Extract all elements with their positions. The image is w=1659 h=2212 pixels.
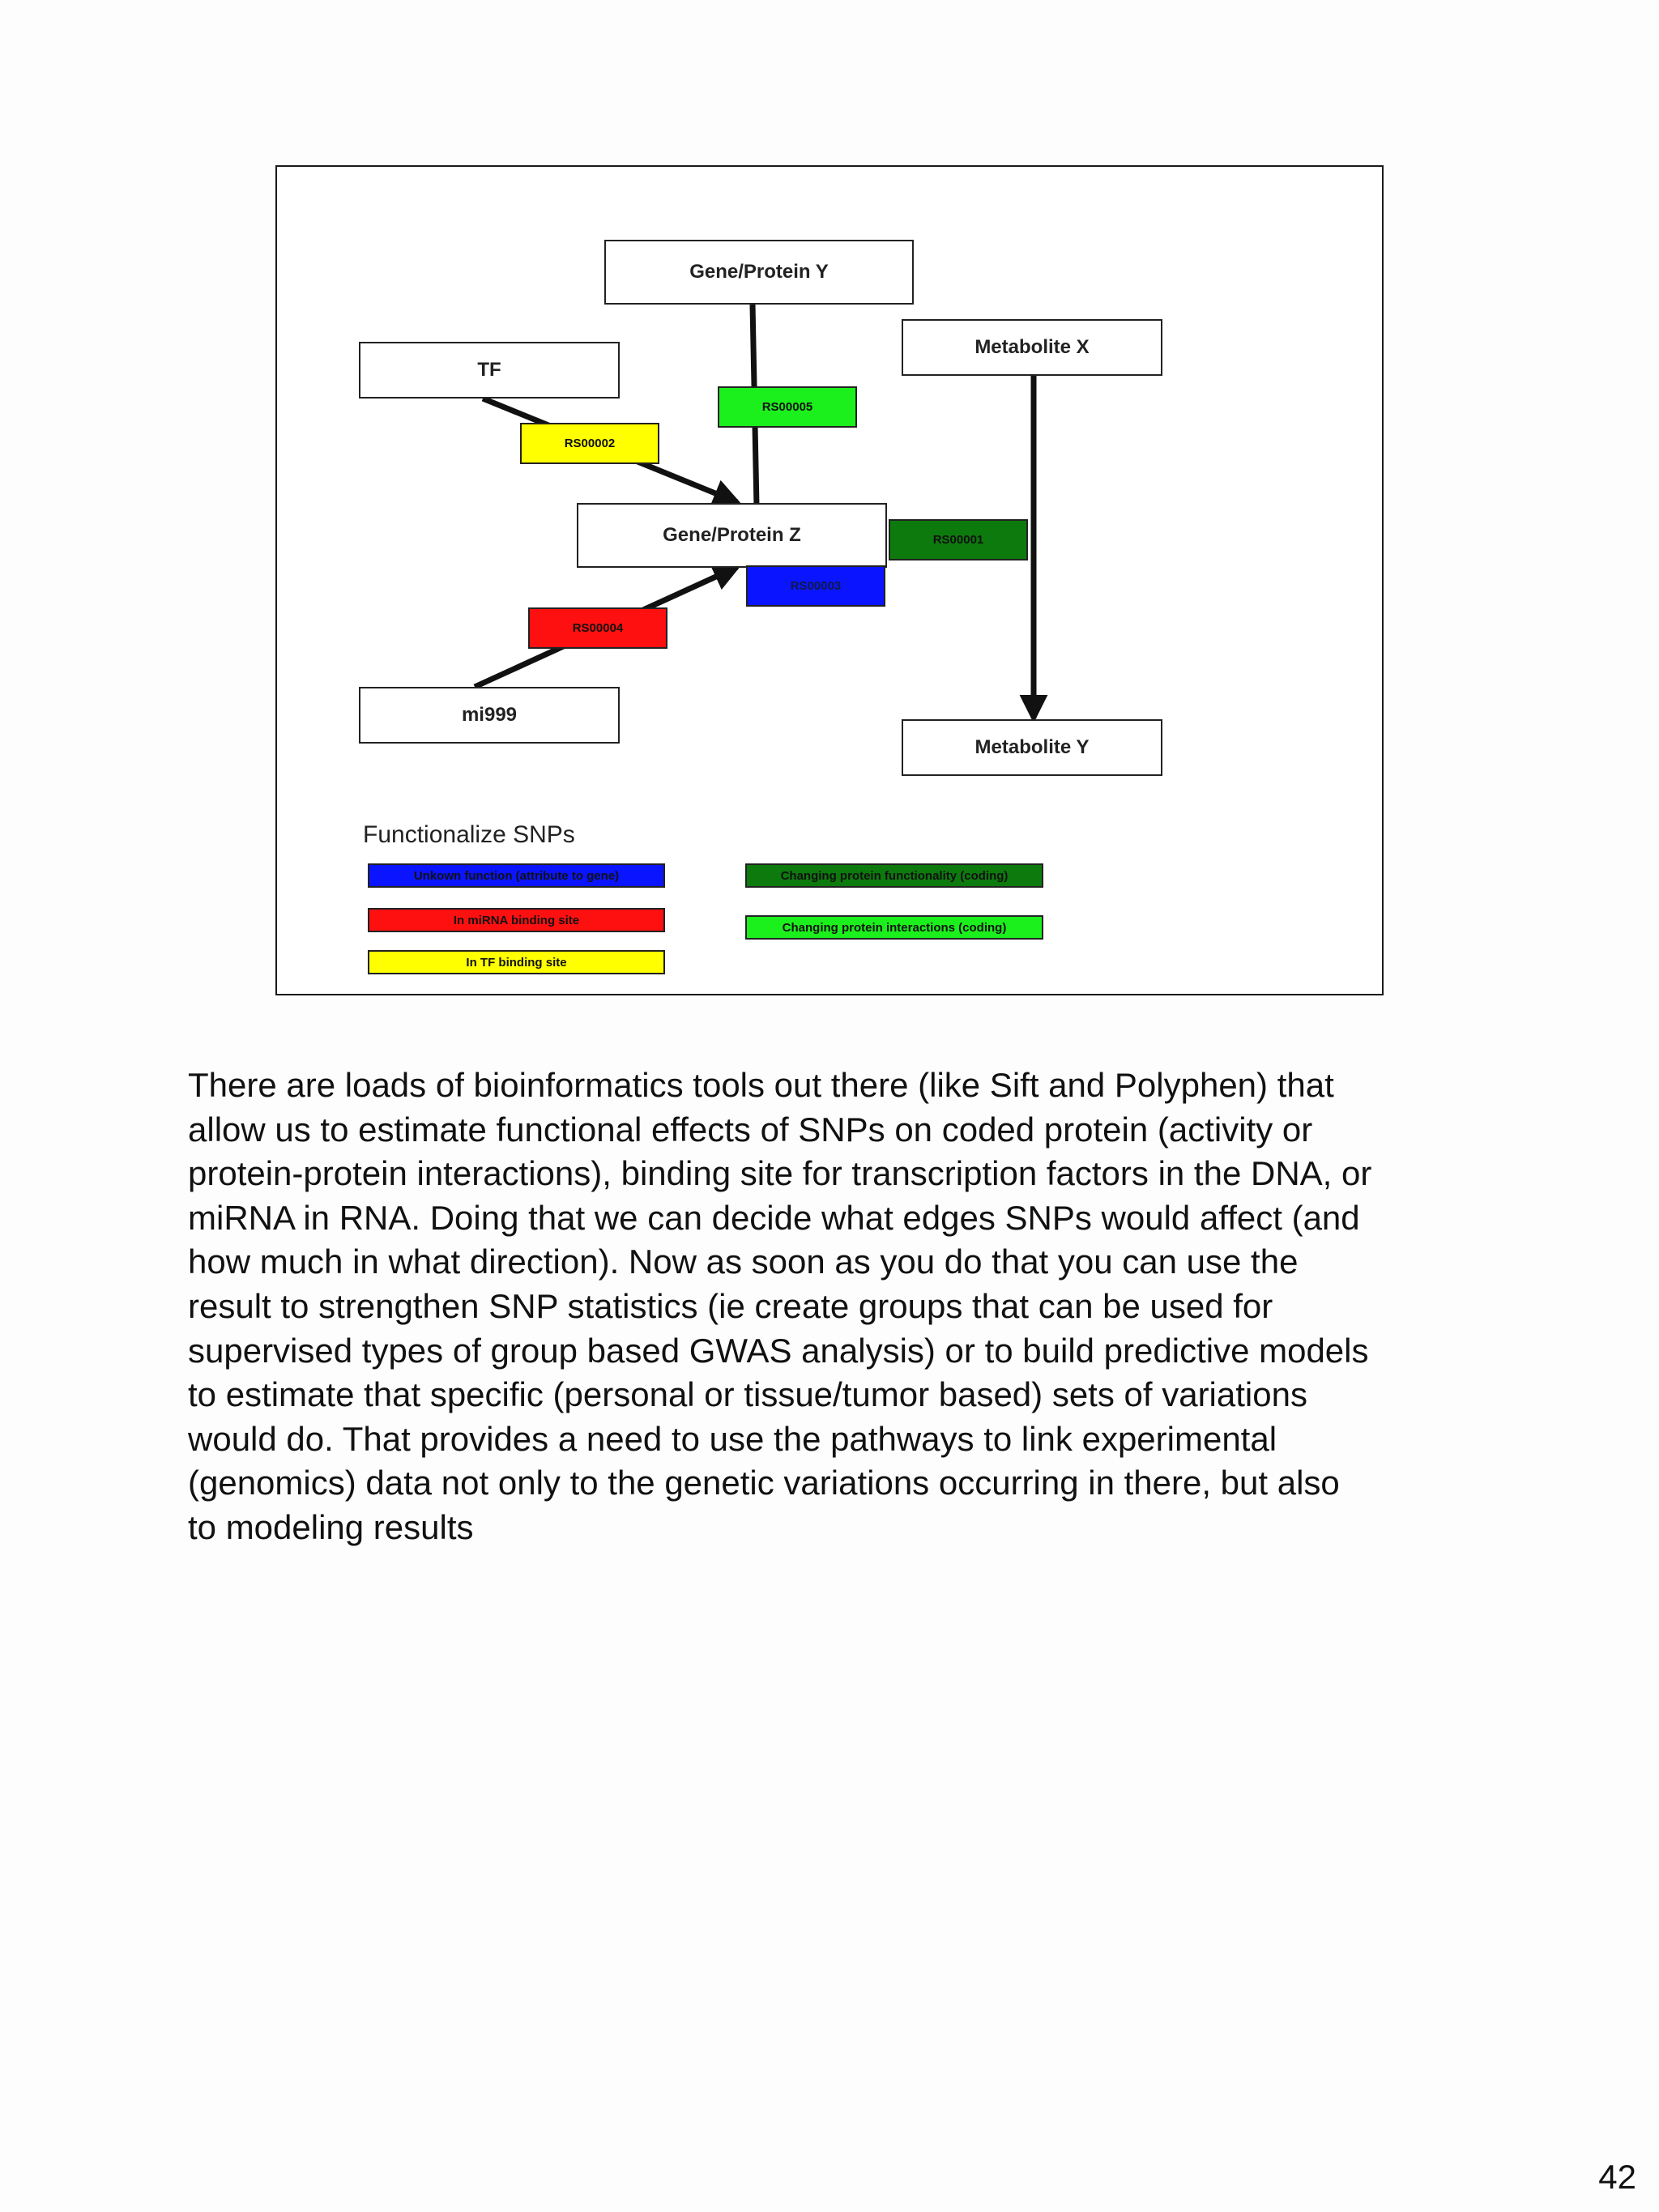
node-mi999: mi999 [359,687,620,744]
speaker-notes [188,1063,1516,1550]
note-line: (genomics) data not only to the genetic variations occurring in there, but also [188,1464,1340,1502]
snp-rs00001: RS00001 [889,519,1028,560]
legend-unknown-function: Unkown function (attribute to gene) [368,863,665,888]
legend-tf-binding-site: In TF binding site [368,950,665,974]
legend-changing-functionality: Changing protein functionality (coding) [745,863,1043,888]
legend-mirna-binding-site: In miRNA binding site [368,908,665,932]
legend-title: Functionalize SNPs [363,821,575,848]
note-line: protein-protein interactions), binding site for transcription factors in the DNA, or [188,1154,1372,1193]
node-metabolite-y: Metabolite Y [902,719,1162,776]
slide-figure [275,165,1384,995]
note-line: to estimate that specific (personal or tissue/tumor based) sets of variations [188,1375,1307,1414]
note-line: miRNA in RNA. Doing that we can decide what edges SNPs would affect (and [188,1198,1360,1237]
page-number: 42 [1598,2158,1636,2196]
note-line: to modeling results [188,1507,474,1546]
note-line: how much in what direction). Now as soon as you do that you can use the [188,1242,1299,1281]
node-tf: TF [359,342,620,399]
note-line: supervised types of group based GWAS analysis) or to build predictive models [188,1331,1369,1370]
legend-changing-interactions: Changing protein interactions (coding) [745,915,1043,940]
snp-rs00003: RS00003 [746,565,885,607]
note-line: allow us to estimate functional effects of SNPs on coded protein (activity or [188,1110,1313,1149]
snp-rs00004: RS00004 [528,607,667,649]
node-gene-protein-y: Gene/Protein Y [604,240,914,305]
node-gene-protein-z: Gene/Protein Z [577,503,887,568]
snp-rs00005: RS00005 [718,386,857,428]
node-metabolite-x: Metabolite X [902,319,1162,376]
note-line: would do. That provides a need to use the pathways to link experimental [188,1419,1277,1458]
note-line: There are loads of bioinformatics tools out there (like Sift and Polyphen) that [188,1066,1334,1104]
snp-rs00002: RS00002 [520,423,659,464]
note-line: result to strengthen SNP statistics (ie create groups that can be used for [188,1286,1273,1325]
